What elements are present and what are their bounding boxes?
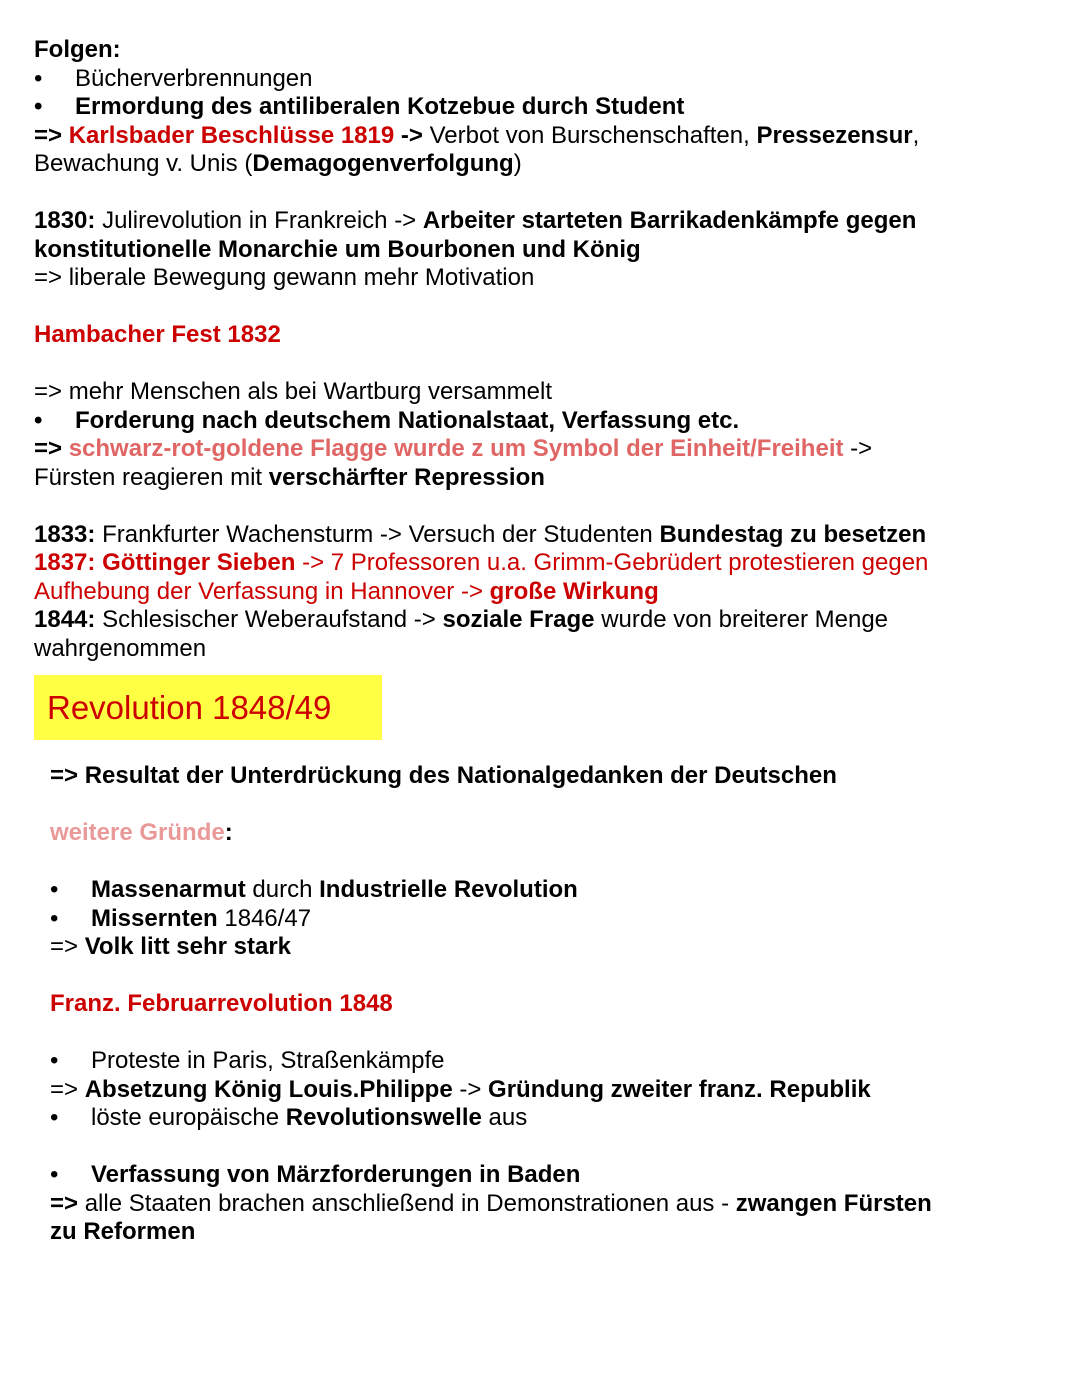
bullet-icon: •	[50, 1161, 59, 1188]
year-1837-line: 1837: Göttinger Sieben -> 7 Professoren u.a. Grimm-Gebrüdert protestieren gegen	[34, 549, 929, 576]
volk-line: => Volk litt sehr stark	[50, 933, 291, 960]
karlsbad-line-2: Bewachung v. Unis (Demagogenverfolgung)	[34, 150, 522, 177]
revolution-heading: Revolution 1848/49	[47, 689, 332, 726]
hambach-flag-line: => schwarz-rot-goldene Flagge wurde z um Symbol der Einheit/Freiheit ->	[34, 435, 873, 462]
list-item: • Forderung nach deutschem Nationalstaat, Verfassung etc.	[34, 406, 740, 434]
list-item: • Bücherverbrennungen	[34, 64, 313, 92]
result-line: => Resultat der Unterdrückung des Nationalgedanken der Deutschen	[50, 762, 837, 789]
year-1830-line-2: konstitutionelle Monarchie um Bourbonen und König	[34, 235, 641, 263]
list-item: • Verfassung von Märzforderungen in Baden	[50, 1161, 581, 1188]
bullet-icon: •	[50, 904, 59, 932]
section-revolution	[50, 762, 1064, 1247]
februarrevolution-heading: Franz. Februarrevolution 1848	[50, 990, 393, 1017]
goettinger-sieben: Göttinger Sieben	[102, 549, 296, 576]
section-folgen	[34, 36, 1064, 663]
list-item: • löste europäische Revolutionswelle aus	[50, 1104, 528, 1131]
absetzung-line: => Absetzung König Louis.Philippe -> Gründung zweiter franz. Republik	[50, 1075, 871, 1103]
hambach-heading: Hambacher Fest 1832	[34, 321, 281, 348]
demonstrationen-line: => alle Staaten brachen anschließend in Demonstrationen aus - zwangen Fürsten	[50, 1189, 932, 1217]
year-1830-line: 1830: Julirevolution in Frankreich -> Arbeiter starteten Barrikadenkämpfe gegen	[34, 207, 917, 234]
bullet-icon: •	[50, 1047, 59, 1074]
list-item: • Ermordung des antiliberalen Kotzebue durch Student	[34, 93, 685, 120]
list-item: • Massenarmut durch Industrielle Revolution	[50, 876, 578, 903]
demonstrationen-line-2: zu Reformen	[50, 1218, 196, 1245]
folgen-heading: Folgen:	[34, 36, 121, 63]
gruende-heading: weitere Gründe:	[50, 819, 233, 846]
year-1837-line-2: Aufhebung der Verfassung in Hannover -> große Wirkung	[34, 577, 659, 605]
karlsbad-name: Karlsbader Beschlüsse 1819	[68, 121, 395, 149]
hambach-line: => mehr Menschen als bei Wartburg versammelt	[34, 378, 552, 405]
bullet-icon: •	[34, 406, 43, 434]
year-1833-line: 1833: Frankfurter Wachensturm -> Versuch der Studenten Bundestag zu besetzen	[34, 520, 927, 548]
revolution-heading-box	[34, 675, 382, 740]
list-item: • Missernten 1846/47	[50, 904, 312, 932]
hambach-line-2: Fürsten reagieren mit verschärfter Repression	[34, 463, 545, 491]
bullet-icon: •	[50, 876, 59, 903]
bullet-icon: •	[34, 64, 43, 92]
bullet-icon: •	[50, 1104, 59, 1131]
list-item: • Proteste in Paris, Straßenkämpfe	[50, 1047, 445, 1074]
hambach-flag: schwarz-rot-goldene Flagge wurde z um Symbol der Einheit/Freiheit	[68, 435, 844, 462]
year-1844-line: 1844: Schlesischer Weberaufstand -> soziale Frage wurde von breiterer Menge	[34, 606, 889, 633]
year-1830-line-3: => liberale Bewegung gewann mehr Motivation	[34, 264, 535, 291]
karlsbad-line: => Karlsbader Beschlüsse 1819 -> Verbot von Burschenschaften, Pressezensur,	[34, 121, 920, 149]
bullet-icon: •	[34, 93, 43, 120]
year-1844-line-2: wahrgenommen	[34, 634, 207, 662]
